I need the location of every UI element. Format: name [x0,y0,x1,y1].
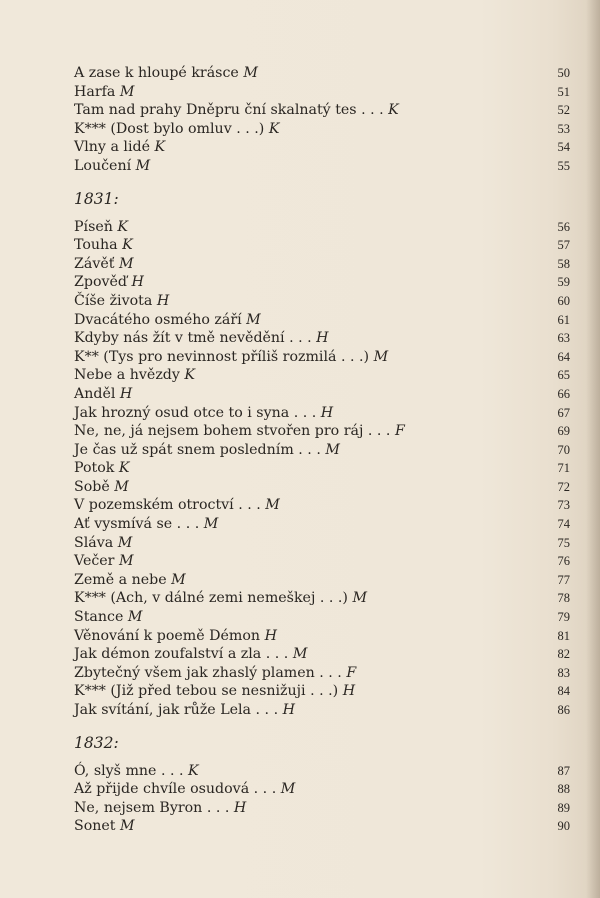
entry-translator: H [233,799,247,816]
toc-entry [74,515,570,534]
table-of-contents [74,64,570,836]
entry-page-number: 64 [557,349,570,364]
entry-page-number: 71 [557,461,570,476]
entry-translator: K [117,218,129,235]
entry-title [74,366,195,385]
entry-title [74,329,329,348]
entry-page-number: 61 [557,312,570,327]
entry-page-number: 81 [557,628,570,643]
entry-title [74,273,144,292]
entry-page-number: 52 [557,103,570,118]
entry-page-number: 75 [557,535,570,550]
entry-page-number: 60 [557,293,570,308]
entry-title-text: Touha [74,237,118,254]
entry-translator: M [118,255,134,272]
entry-page-number: 58 [557,256,570,271]
toc-entry [74,120,570,139]
entry-title-text: Jak démon zoufalství a zla . . . [74,646,289,663]
entry-title-text: K*** (Již před tebou se nesnižuji . . .) [74,683,339,700]
entry-title-text: Jak hrozný osud otce to i syna . . . [74,404,317,421]
toc-entry [74,64,570,83]
entry-translator: M [246,311,261,328]
entry-title [74,138,165,157]
toc-entry [74,404,570,423]
entry-translator: M [117,534,133,551]
entry-title [74,645,307,664]
entry-title-text: Věnování k poemě Démon [74,627,261,644]
entry-title-text: K*** (Dost bylo omluv . . .) [74,120,265,137]
entry-title-text: Ne, nejsem Byron . . . [74,799,230,816]
section-year: 1831: [74,189,119,208]
entry-translator: M [203,516,219,533]
toc-entry [74,571,570,590]
section-year: 1832: [74,733,119,752]
entry-translator: H [282,702,295,718]
entry-translator: M [292,646,308,663]
entry-title-text: Zpověď [74,274,127,291]
entry-title [74,348,388,367]
entry-page-number: 87 [557,763,570,778]
entry-page-number: 63 [557,331,570,346]
entry-title [74,817,135,836]
entry-title [74,441,340,460]
toc-entry [74,780,570,799]
entry-title [74,627,277,646]
entry-title-text: Anděl [74,385,116,402]
entry-translator: M [135,157,151,174]
toc-entry [74,496,570,515]
toc-entry [74,273,570,292]
entry-page-number: 70 [557,442,570,457]
entry-translator: M [243,65,258,81]
entry-translator: K [122,237,133,254]
entry-title [74,385,132,404]
toc-entry [74,478,570,497]
toc-entry [74,157,570,176]
entry-title [74,218,128,237]
entry-translator: M [325,441,340,458]
entry-title [74,762,199,781]
entry-title [74,799,246,818]
entry-translator: H [156,292,170,309]
entry-title-text: Potok [74,460,115,477]
entry-title-text: Země a nebe [74,571,167,588]
toc-entry [74,236,570,255]
entry-title-text: Píseň [74,218,113,235]
entry-title [74,589,367,608]
entry-title-text: Harfa [74,83,116,100]
entry-translator: K [388,102,399,119]
entry-translator: M [280,781,296,798]
entry-title [74,534,132,553]
entry-translator: M [171,571,186,588]
entry-page-number: 78 [557,591,570,606]
toc-entry [74,762,570,781]
entry-title-text: Ať vysmívá se . . . [74,516,200,533]
entry-page-number: 57 [557,238,570,253]
entry-translator: K [268,120,280,137]
entry-translator: M [265,497,280,514]
entry-title-text: V pozemském otroctví . . . [74,497,261,514]
entry-page-number: 73 [557,498,570,513]
entry-title-text: K*** (Ach, v dálné zemi nemeškej . . .) [74,590,348,607]
entry-page-number: 53 [557,121,570,136]
toc-entry [74,682,570,701]
toc-entry [74,348,570,367]
toc-entry [74,534,570,553]
entry-page-number: 56 [557,219,570,234]
entry-page-number: 86 [557,703,570,717]
entry-title [74,780,295,799]
entry-title-text: Nebe a hvězdy [74,367,180,384]
entry-title [74,311,261,330]
entry-title [74,83,134,102]
entry-translator: H [264,627,277,644]
entry-translator: H [342,683,356,700]
entry-title-text: Závěť [74,255,115,272]
entry-translator: F [346,664,357,681]
entry-title-text: Jak svítání, jak růže Lela . . . [74,702,279,718]
entry-title-text: K** (Tys pro nevinnost příliš rozmilá . . .) [74,348,370,365]
entry-page-number: 82 [557,647,570,662]
entry-page-number: 54 [557,140,570,155]
entry-translator: M [118,553,134,570]
entry-translator: K [188,762,199,779]
toc-entry [74,422,570,441]
toc-entry [74,645,570,664]
entry-title-text: Je čas už spát snem posledním . . . [74,441,321,458]
toc-entry [74,255,570,274]
entry-title-text: Kdyby nás žít v tmě nevědění . . . [74,330,312,347]
entry-translator: K [184,367,196,384]
entry-title-text: Loučení [74,157,132,174]
entry-translator: H [316,330,329,347]
entry-page-number: 74 [557,517,570,532]
entry-translator: F [394,423,405,440]
entry-translator: K [118,460,130,477]
entry-title-text: Ne, ne, já nejsem bohem stvořen pro ráj . . . [74,423,391,440]
entry-title [74,157,150,176]
entry-translator: H [320,404,334,421]
toc-entry [74,218,570,237]
entry-title [74,664,356,683]
toc-entry [74,385,570,404]
entry-title [74,404,333,423]
entry-page-number: 55 [557,158,570,173]
entry-title-text: Zbytečný všem jak zhaslý plamen . . . [74,664,342,681]
entry-title [74,682,355,701]
entry-title [74,496,280,515]
entry-title-text: Dvacátého osmého září [74,311,242,328]
entry-title [74,608,142,627]
entry-title-text: Sláva [74,534,114,551]
entry-title [74,422,405,441]
entry-page-number: 88 [557,782,570,797]
toc-entry [74,817,570,836]
entry-title-text: Stance [74,609,124,626]
entry-page-number: 79 [557,610,570,625]
toc-entry [74,329,570,348]
entry-title [74,552,134,571]
toc-entry [74,292,570,311]
toc-entry [74,441,570,460]
entry-title-text: Číše života [74,292,153,309]
entry-page-number: 51 [557,84,570,99]
entry-title [74,478,129,497]
entry-page-number: 66 [557,386,570,401]
toc-entry [74,627,570,646]
entry-title [74,101,399,120]
entry-page-number: 76 [557,554,570,569]
entry-title-text: Vlny a lidé [74,139,150,156]
toc-entry [74,459,570,478]
entry-page-number: 72 [557,479,570,494]
entry-title [74,571,186,590]
entry-page-number: 67 [557,405,570,420]
toc-entry [74,552,570,571]
entry-translator: M [120,818,135,835]
entry-translator: M [352,590,367,607]
entry-title-text: Ó, slyš mne . . . [74,762,184,779]
entry-translator: H [131,274,144,291]
entry-translator: M [114,478,129,495]
toc-entry [74,83,570,102]
toc-entry [74,366,570,385]
entry-title [74,515,218,534]
entry-title-text: Večer [74,553,115,570]
toc-entry [74,608,570,627]
entry-page-number: 89 [557,800,570,815]
entry-title-text: A zase k hloupé krásce [74,65,239,81]
toc-entry [74,701,570,720]
entry-page-number: 59 [557,275,570,290]
entry-translator: K [154,139,166,156]
toc-entry [74,101,570,120]
entry-title [74,701,295,720]
entry-title-text: Tam nad prahy Dněpru ční skalnatý tes . . . [74,102,384,119]
toc-entry [74,589,570,608]
entry-page-number: 84 [557,684,570,699]
entry-translator: M [373,348,389,365]
entry-page-number: 77 [557,572,570,587]
entry-translator: H [119,385,133,402]
page-spine-shadow [586,0,600,898]
toc-entry [74,311,570,330]
toc-entry [74,138,570,157]
toc-entry [74,664,570,683]
entry-title-text: Sonet [74,818,116,835]
entry-translator: M [119,83,135,100]
entry-title-text: Až přijde chvíle osudová . . . [74,781,277,798]
entry-title [74,292,169,311]
entry-title [74,236,133,255]
entry-page-number: 90 [557,819,570,834]
entry-page-number: 65 [557,368,570,383]
entry-translator: M [127,609,143,626]
entry-title [74,459,129,478]
entry-page-number: 69 [557,424,570,439]
toc-entry [74,799,570,818]
entry-page-number: 50 [557,66,570,80]
entry-title [74,64,258,83]
entry-title [74,255,133,274]
entry-page-number: 83 [557,665,570,680]
entry-title [74,120,279,139]
entry-title-text: Sobě [74,478,110,495]
